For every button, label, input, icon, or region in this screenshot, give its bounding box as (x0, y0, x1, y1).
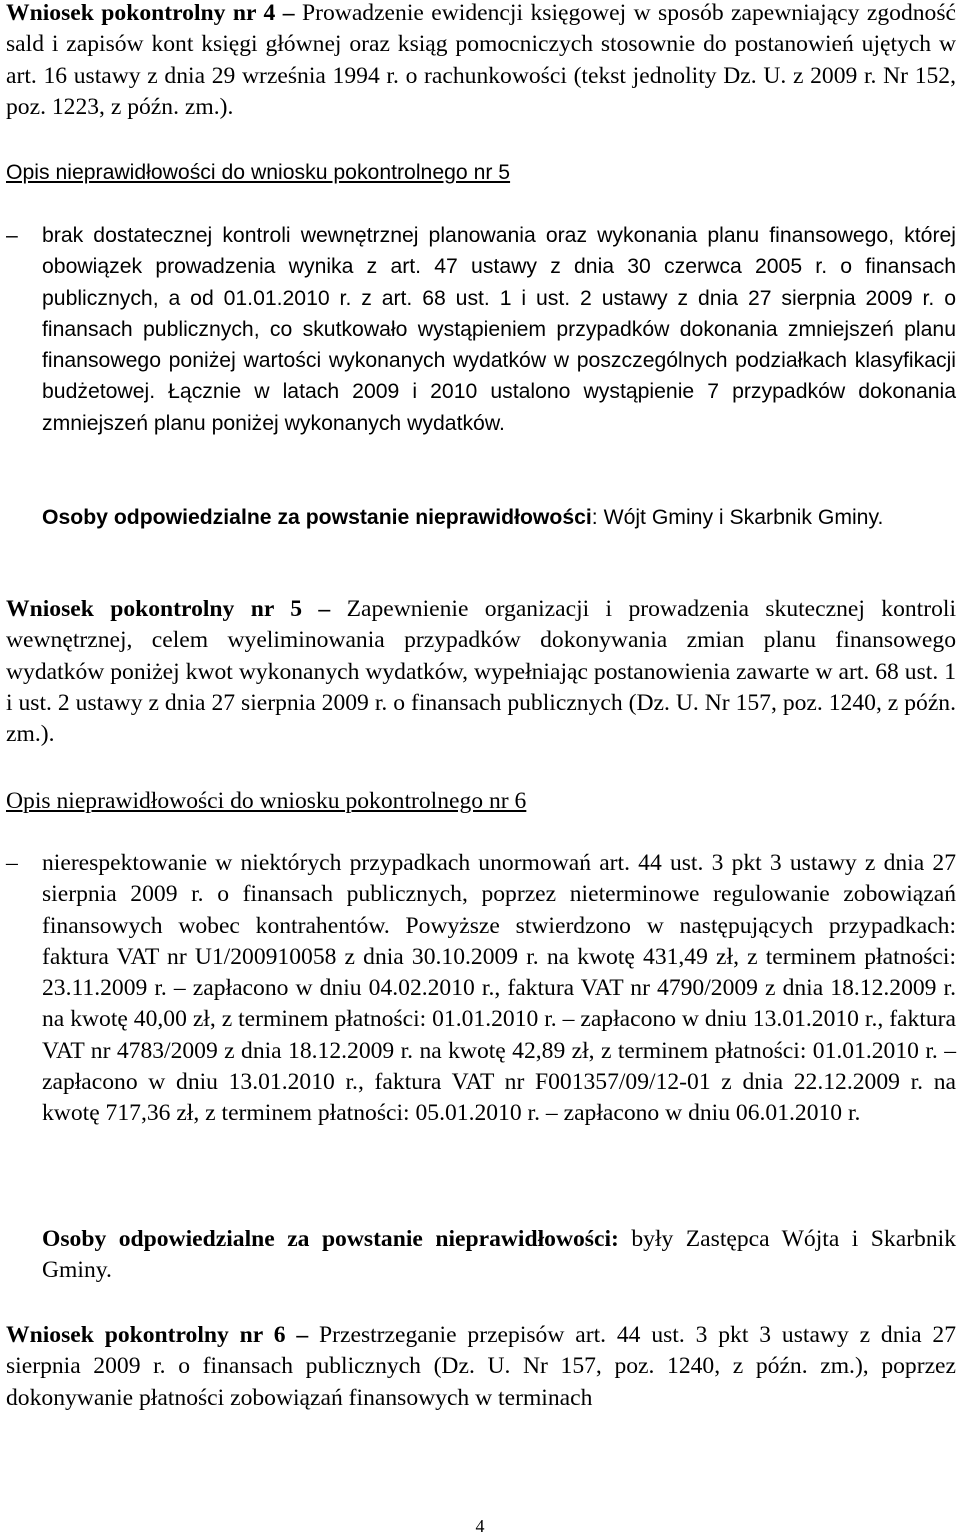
irregularity-6-text: nierespektowanie w niektórych przypadkach unormowań art. 44 ust. 3 pkt 3 ustawy z dnia 27 sierpnia 2009 r. o finansach publicznych, poprzez nieterminowe regulowanie zobowiązań finansowych wobec kontrahentów. Powyższe stwierdzono w następujących przypadkach: faktura VAT nr U1/200910058 z dnia 30.10.2009 r. na kwotę 431,49 zł, z terminem płatności: 23.11.2009 r. – zapłacono w dniu 04.02.2010 r., faktura VAT nr 4790/2009 z dnia 18.12.2009 r. na kwotę 40,00 zł, z terminem płatności: 01.01.2010 r. – zapłacono w dniu 13.01.2010 r., faktura VAT nr 4783/2009 z dnia 18.12.2009 r. na kwotę 42,89 zł, z terminem płatności: 01.01.2010 r. – zapłacono w dniu 13.01.2010 r., faktura VAT nr F001357/09/12-01 z dnia 22.12.2009 r. na kwotę 717,36 zł, z terminem płatności: 05.01.2010 r. – zapłacono w dniu 06.01.2010 r. (42, 850, 956, 1127)
responsible-persons-6 (42, 1224, 956, 1287)
recommendation-6-label: Wniosek pokontrolny nr 6 (6, 1322, 286, 1348)
heading-text: Opis nieprawidłowości do wniosku pokontrolnego nr 5 (6, 161, 511, 184)
responsible-text: były Zastępca Wójta i Skarbnik Gminy. (42, 1226, 956, 1284)
irregularities-heading-6 (6, 786, 956, 817)
heading-text: Opis nieprawidłowości do wniosku pokontrolnego nr 6 (6, 788, 527, 814)
dash: – (296, 1322, 309, 1348)
responsible-label: Osoby odpowiedzialne za powstanie nieprawidłowości (42, 506, 592, 529)
dash: – (318, 596, 331, 622)
page-number: 4 (475, 1516, 485, 1536)
irregularities-heading-5 (6, 157, 956, 188)
bullet-dash: – (6, 224, 18, 247)
recommendation-6 (6, 1320, 956, 1414)
irregularity-5-text: brak dostatecznej kontroli wewnętrznej planowania oraz wykonania planu finansowego, której obowiązek prowadzenia wynika z art. 47 ustawy z dnia 30 czerwca 2005 r. o finansach publicznych, a od 01.01.2010 r. z art. 68 ust. 1 i ust. 2 ustawy z dnia 27 sierpnia 2009 r. o finansach publicznych, co skutkowało wystąpieniem przypadków dokonania zmniejszeń planu finansowego poniżej wartości wykonanych wydatków w poszczególnych podziałkach klasyfikacji budżetowej. Łącznie w latach 2009 i 2010 ustalono wystąpienie 7 przypadków dokonania zmniejszeń planu poniżej wykonanych wydatków. (42, 224, 956, 435)
recommendation-6-text: Przestrzeganie przepisów art. 44 ust. 3 pkt 3 ustawy z dnia 27 sierpnia 2009 r. o finansach publicznych (Dz. U. Nr 157, poz. 1240, z późn. zm.), poprzez dokonywanie płatności zobowiązań finansowych w terminach (6, 1322, 956, 1411)
recommendation-5-label: Wniosek pokontrolny nr 5 (6, 596, 303, 622)
recommendation-5-text: Zapewnienie organizacji i prowadzenia skutecznej kontroli wewnętrznej, celem wyeliminowania przypadków dokonywania zmian planu finansowego wydatków poniżej kwot wykonanych wydatków, wypełniając postanowienia zawarte w art. 68 ust. 1 i ust. 2 ustawy z dnia 27 sierpnia 2009 r. o finansach publicznych (Dz. U. Nr 157, poz. 1240, z późn. zm.). (6, 596, 956, 748)
dash: – (282, 0, 295, 26)
recommendation-4-label: Wniosek pokontrolny nr 4 (6, 0, 276, 26)
recommendation-4 (6, 0, 956, 123)
bullet-dash: – (6, 850, 18, 876)
irregularity-5-item (6, 220, 956, 439)
irregularity-6-item (6, 848, 956, 1130)
responsible-text: : Wójt Gminy i Skarbnik Gminy. (591, 506, 884, 529)
responsible-label: Osoby odpowiedzialne za powstanie nieprawidłowości: (42, 1226, 619, 1252)
recommendation-4-text: Prowadzenie ewidencji księgowej w sposób zapewniający zgodność sald i zapisów kont księgi głównej oraz ksiąg pomocniczych stosownie do postanowień ujętych w art. 16 ustawy z dnia 29 września 1994 r. o rachunkowości (tekst jednolity Dz. U. z 2009 r. Nr 152, poz. 1223, z późn. zm.). (6, 0, 956, 120)
responsible-persons-5 (42, 502, 956, 533)
recommendation-5 (6, 594, 956, 750)
